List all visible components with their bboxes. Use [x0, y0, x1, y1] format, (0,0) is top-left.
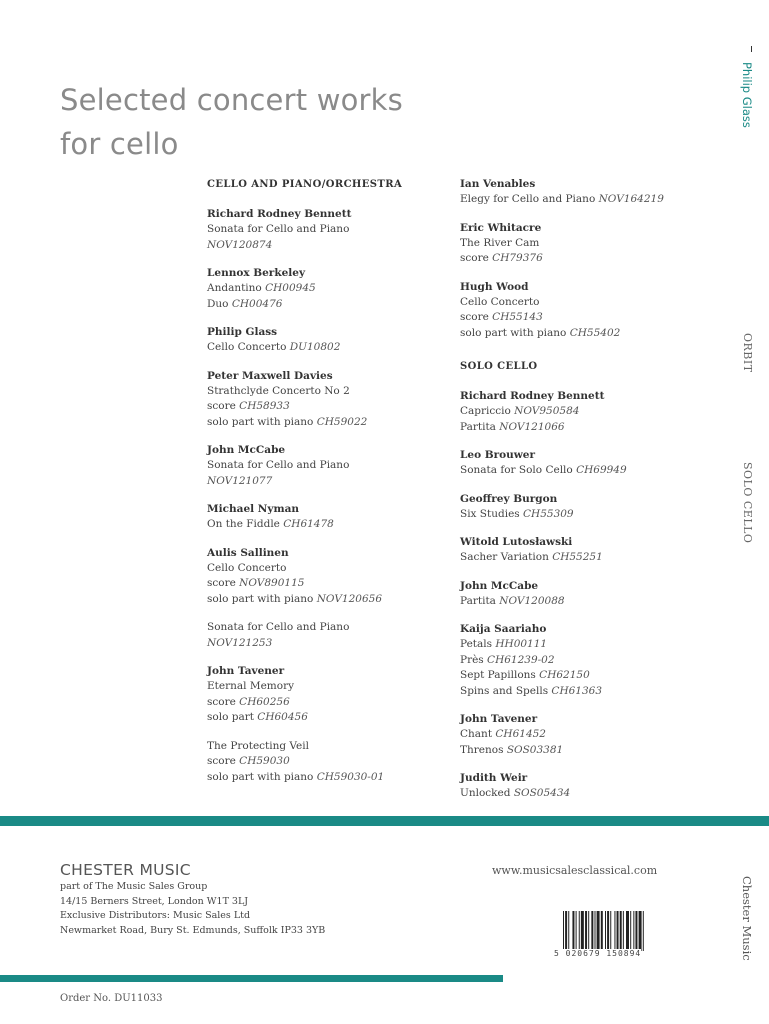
work-entry — [460, 771, 710, 802]
catalogue-number: HH00111 — [495, 638, 548, 650]
work-entry — [207, 266, 443, 312]
work-line — [460, 420, 710, 436]
work-title: Strathclyde Concerto No 2 — [207, 384, 350, 397]
catalogue-number: CH61363 — [551, 684, 603, 697]
publisher-block — [60, 860, 325, 938]
work-line — [207, 679, 443, 695]
catalogue-number: SOS03381 — [506, 743, 564, 756]
work-line — [207, 754, 443, 770]
work-line — [460, 310, 710, 326]
composer-name: Richard Rodney Bennett — [207, 208, 352, 220]
work-line — [460, 653, 710, 669]
work-title: The River Cam — [460, 236, 540, 249]
right-column — [460, 177, 710, 815]
catalogue-number: SOS05434 — [513, 787, 571, 799]
composer-name: Michael Nyman — [207, 503, 300, 515]
work-line — [460, 404, 710, 420]
work-line — [207, 770, 443, 786]
catalogue-number: CH55251 — [552, 551, 603, 563]
catalogue-number: CH61478 — [283, 518, 334, 530]
composer-name: Eric Whitacre — [460, 221, 542, 234]
work-line — [207, 340, 443, 356]
catalogue-number: CH00476 — [231, 297, 283, 310]
work-line — [460, 727, 710, 743]
barcode-bars — [561, 911, 685, 951]
work-line — [207, 222, 443, 238]
work-title: Petals — [460, 638, 496, 650]
work-entry — [460, 492, 710, 523]
work-title: Eternal Memory — [207, 680, 295, 692]
work-line — [207, 592, 443, 608]
catalogue-number: CH59022 — [316, 415, 368, 428]
work-line — [460, 251, 710, 267]
side-series-label: ORBIT — [741, 333, 754, 373]
work-entry — [460, 221, 710, 267]
work-entry — [207, 620, 443, 651]
address-line: 14/15 Berners Street, London W1T 3LJ — [60, 895, 249, 907]
work-title: Sonata for Cello and Piano — [207, 621, 350, 633]
work-line — [460, 668, 710, 684]
catalogue-number: NOV890115 — [239, 577, 305, 589]
work-line — [460, 637, 710, 653]
catalogue-number: NOV121066 — [499, 420, 565, 433]
composer-name: John Tavener — [460, 713, 538, 725]
catalogue-number: NOV120874 — [207, 238, 273, 251]
work-title: score — [207, 577, 240, 589]
work-entry — [207, 546, 443, 608]
composer-name: Leo Brouwer — [460, 449, 536, 461]
page-title — [60, 78, 403, 166]
composer-name: Philip Glass — [207, 326, 278, 338]
work-line — [460, 295, 710, 311]
work-line — [460, 786, 710, 802]
work-line — [207, 238, 443, 254]
composer-name: Lennox Berkeley — [207, 267, 306, 279]
work-line — [460, 192, 710, 208]
catalogue-number: NOV950584 — [514, 405, 580, 417]
work-title: Cello Concerto — [207, 341, 290, 353]
composer-name: Kaija Saariaho — [460, 623, 547, 635]
barcode-number: 5 020679 150894 — [554, 949, 642, 958]
catalogue-number: NOV121253 — [207, 636, 273, 649]
work-title: Unlocked — [460, 787, 514, 799]
work-title: solo part with piano — [207, 592, 317, 605]
work-line — [460, 684, 710, 700]
publisher-name: CHESTER MUSIC — [60, 861, 191, 879]
work-line — [207, 636, 443, 652]
work-title: Sonata for Cello and Piano — [207, 223, 350, 235]
work-entry — [207, 369, 443, 431]
catalogue-number: NOV121077 — [207, 474, 273, 487]
work-line — [460, 743, 710, 759]
catalogue-number: CH60256 — [239, 695, 290, 708]
work-entry — [460, 280, 710, 342]
catalogue-number: CH61239-02 — [487, 653, 555, 666]
work-line — [207, 517, 443, 533]
composer-name: Judith Weir — [460, 772, 528, 784]
work-entry — [207, 739, 443, 786]
work-title: Andantino — [207, 282, 266, 294]
work-title: Capriccio — [460, 405, 515, 417]
work-line — [460, 550, 710, 566]
work-line — [207, 739, 443, 755]
work-title: Spins and Spells — [460, 684, 552, 697]
right-entries-top — [460, 177, 710, 341]
catalogue-number: CH55402 — [569, 326, 621, 339]
work-entry — [460, 579, 710, 610]
work-title: score — [207, 755, 240, 767]
title-line-2: for cello — [60, 127, 179, 161]
work-title: Sonata for Cello and Piano — [207, 459, 350, 471]
work-title: score — [207, 400, 240, 412]
left-entries — [207, 207, 443, 785]
catalogue-number: CH55309 — [523, 507, 574, 520]
website-link[interactable]: www.musicsalesclassical.com — [492, 864, 658, 877]
side-publisher-label: Chester Music — [740, 876, 754, 961]
work-title: solo part with piano — [460, 326, 570, 339]
work-entry — [207, 443, 443, 489]
composer-name: Richard Rodney Bennett — [460, 390, 605, 402]
work-title: Sept Papillons — [460, 669, 540, 681]
catalogue-number: NOV120088 — [499, 594, 565, 607]
barcode — [554, 911, 685, 959]
catalogue-number: CH62150 — [539, 669, 590, 681]
work-line — [460, 463, 710, 479]
work-title: Chant — [460, 728, 496, 740]
work-title: On the Fiddle — [207, 518, 284, 530]
composer-name: Geoffrey Burgon — [460, 492, 558, 505]
work-entry — [460, 389, 710, 435]
work-title: solo part — [207, 711, 258, 723]
work-title: score — [460, 311, 493, 323]
work-title: score — [207, 695, 240, 708]
work-entry — [207, 325, 443, 356]
composer-name: John McCabe — [460, 579, 539, 592]
side-instrument-label: SOLO CELLO — [741, 462, 754, 544]
work-line — [207, 281, 443, 297]
work-line — [460, 326, 710, 342]
footer-divider-bar — [0, 816, 769, 826]
work-line — [207, 620, 443, 636]
work-line — [207, 458, 443, 474]
work-title: Threnos — [460, 743, 507, 756]
catalogue-number: NOV120656 — [316, 592, 382, 605]
footer-accent-bar — [0, 975, 503, 982]
work-line — [207, 297, 443, 313]
work-line — [207, 399, 443, 415]
catalogue-number: CH58933 — [239, 400, 290, 412]
composer-name: John McCabe — [207, 444, 286, 456]
work-line — [460, 507, 710, 523]
work-entry — [460, 177, 710, 208]
work-entry — [460, 712, 710, 758]
margin-tick — [751, 46, 752, 52]
right-entries-bottom — [460, 389, 710, 802]
work-entry — [207, 664, 443, 726]
composer-name: Ian Venables — [460, 178, 536, 190]
work-title: solo part with piano — [207, 770, 317, 783]
work-title: Cello Concerto — [207, 561, 287, 574]
composer-name: Aulis Sallinen — [207, 546, 289, 559]
title-line-1: Selected concert works — [60, 83, 403, 117]
composer-name: Hugh Wood — [460, 280, 529, 293]
work-title: Duo — [207, 297, 232, 310]
section-heading-solo-cello: SOLO CELLO — [460, 361, 538, 372]
catalogue-number: CH79376 — [492, 252, 543, 264]
work-title: solo part with piano — [207, 415, 317, 428]
side-composer-label: Philip Glass — [740, 62, 754, 128]
work-title: Partita — [460, 594, 500, 607]
work-entry — [460, 448, 710, 479]
work-title: Cello Concerto — [460, 295, 540, 308]
work-line — [207, 710, 443, 726]
catalogue-number: CH55143 — [492, 311, 543, 323]
work-entry — [460, 535, 710, 566]
address-line: Exclusive Distributors: Music Sales Ltd — [60, 910, 251, 921]
catalogue-number: CH59030 — [239, 755, 290, 767]
address-line: part of The Music Sales Group — [60, 881, 208, 892]
left-column — [207, 177, 443, 798]
work-title: Elegy for Cello and Piano — [460, 193, 599, 205]
work-line — [460, 236, 710, 252]
work-title: score — [460, 252, 493, 264]
catalogue-number: CH00945 — [265, 282, 316, 294]
catalogue-number: CH59030-01 — [316, 770, 385, 783]
composer-name: Witold Lutosławski — [460, 536, 573, 548]
work-entry — [460, 622, 710, 699]
work-line — [207, 561, 443, 577]
work-title: Sacher Variation — [460, 551, 553, 563]
catalogue-number: DU10802 — [289, 341, 341, 353]
work-title: Six Studies — [460, 507, 524, 520]
composer-name: Peter Maxwell Davies — [207, 369, 333, 382]
work-entry — [207, 207, 443, 253]
address-line: Newmarket Road, Bury St. Edmunds, Suffolk IP33 3YB — [60, 924, 326, 936]
work-line — [460, 594, 710, 610]
work-line — [207, 695, 443, 711]
work-title: Partita — [460, 420, 500, 433]
work-entry — [207, 502, 443, 533]
work-line — [207, 576, 443, 592]
work-line — [207, 474, 443, 490]
order-number: Order No. DU11033 — [60, 993, 163, 1004]
catalogue-number: CH61452 — [495, 728, 546, 740]
work-line — [207, 384, 443, 400]
work-title: The Protecting Veil — [207, 739, 309, 752]
work-title: Près — [460, 653, 488, 666]
catalogue-number: NOV164219 — [598, 193, 664, 205]
work-line — [207, 415, 443, 431]
section-heading-cello-piano: CELLO AND PIANO/ORCHESTRA — [207, 179, 403, 190]
work-title: Sonata for Solo Cello — [460, 464, 577, 476]
catalogue-number: CH60456 — [257, 711, 308, 723]
composer-name: John Tavener — [207, 665, 285, 677]
catalogue-number: CH69949 — [576, 464, 627, 476]
